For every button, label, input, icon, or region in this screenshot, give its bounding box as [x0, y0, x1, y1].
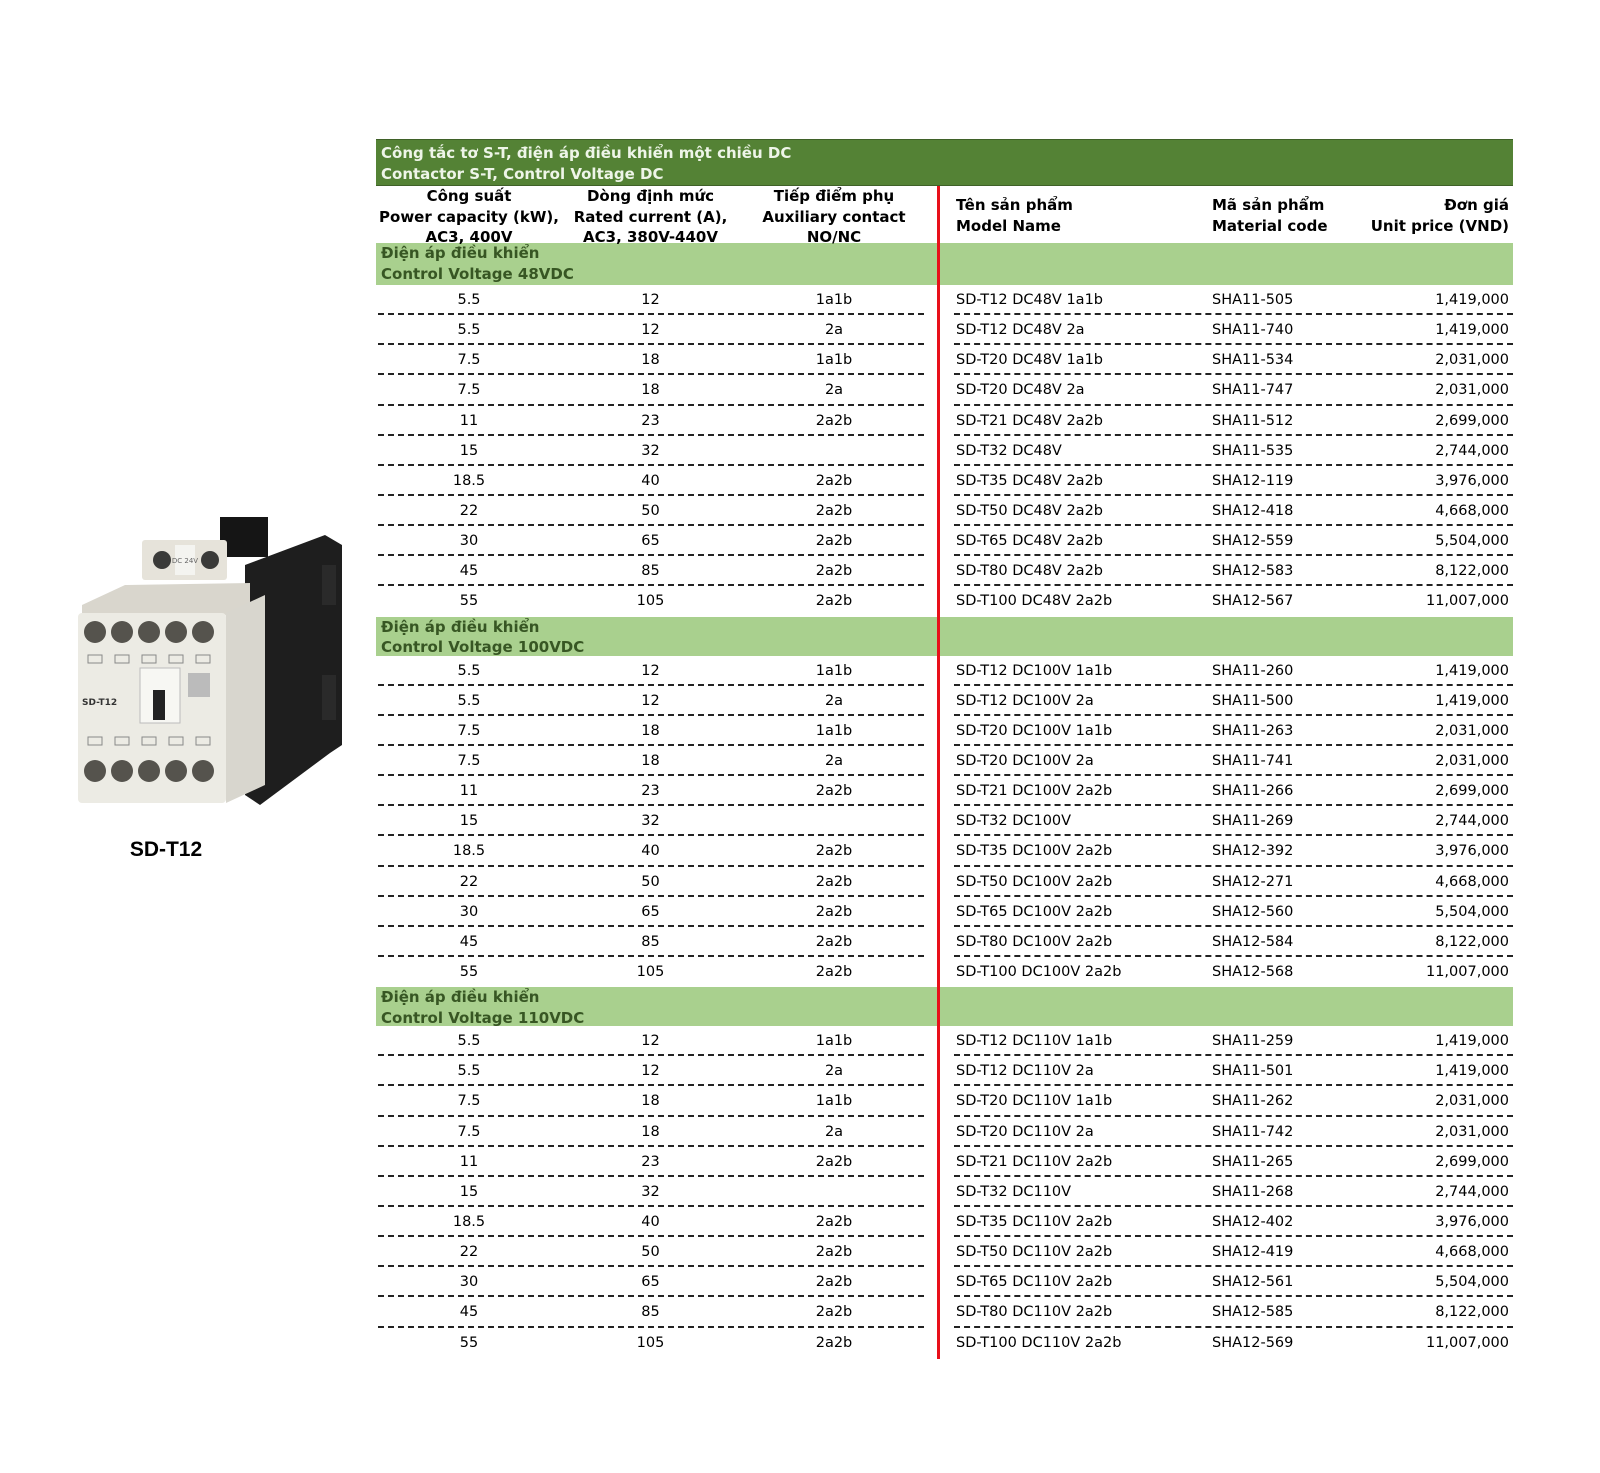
cell-power-capacity: 30 — [459, 1274, 479, 1291]
cell-material-code: SHA11-500 — [1212, 692, 1294, 709]
section-label-vi: Điện áp điều khiển — [381, 244, 540, 262]
table-row — [376, 1026, 1513, 1056]
cell-model-name: SD-T35 DC110V 2a2b — [956, 1213, 1113, 1230]
cell-material-code: SHA12-419 — [1212, 1244, 1294, 1261]
header-power-line2: Power capacity (kW), — [379, 207, 559, 226]
cell-material-code: SHA11-501 — [1212, 1063, 1294, 1080]
cell-material-code: SHA12-583 — [1212, 563, 1294, 580]
cell-unit-price: 2,031,000 — [1435, 752, 1509, 769]
cell-material-code: SHA12-418 — [1212, 502, 1294, 519]
cell-model-name: SD-T100 DC110V 2a2b — [956, 1334, 1122, 1351]
cell-model-name: SD-T50 DC110V 2a2b — [956, 1244, 1113, 1261]
cell-auxiliary-contact: 2a — [824, 1123, 844, 1140]
cell-power-capacity: 7.5 — [457, 722, 481, 739]
cell-unit-price: 1,419,000 — [1435, 1063, 1509, 1080]
cell-auxiliary-contact: 2a2b — [815, 903, 853, 920]
table-row — [376, 345, 1513, 375]
cell-unit-price: 2,031,000 — [1435, 722, 1509, 739]
cell-rated-current: 85 — [641, 933, 660, 950]
cell-model-name: SD-T50 DC100V 2a2b — [956, 873, 1113, 890]
cell-auxiliary-contact: 2a2b — [815, 1213, 853, 1230]
cell-auxiliary-contact: 2a — [824, 1063, 844, 1080]
cell-power-capacity: 7.5 — [457, 1123, 481, 1140]
section-header — [376, 243, 1513, 285]
table-row — [376, 1147, 1513, 1177]
cell-auxiliary-contact: 2a — [824, 322, 844, 339]
cell-rated-current: 18 — [641, 1123, 660, 1140]
svg-text:DC 24V: DC 24V — [171, 557, 199, 565]
cell-power-capacity: 15 — [459, 442, 479, 459]
header-material-code — [1212, 195, 1328, 236]
cell-model-name: SD-T20 DC110V 1a1b — [956, 1093, 1113, 1110]
cell-model-name: SD-T20 DC100V 2a — [956, 752, 1094, 769]
cell-model-name: SD-T20 DC48V 1a1b — [956, 352, 1103, 369]
cell-auxiliary-contact: 2a2b — [815, 1304, 853, 1321]
cell-material-code: SHA11-266 — [1212, 783, 1294, 800]
product-caption: SD-T12 — [129, 838, 203, 861]
table-row — [376, 526, 1513, 556]
cell-power-capacity: 22 — [459, 873, 479, 890]
cell-rated-current: 18 — [641, 1093, 660, 1110]
cell-unit-price: 1,419,000 — [1435, 692, 1509, 709]
cell-rated-current: 12 — [641, 1033, 660, 1050]
cell-material-code: SHA11-742 — [1212, 1123, 1294, 1140]
table-row — [376, 867, 1513, 897]
cell-rated-current: 18 — [641, 722, 660, 739]
cell-power-capacity: 7.5 — [457, 752, 481, 769]
cell-rated-current: 12 — [641, 292, 660, 308]
section-label-en: Control Voltage 100VDC — [381, 638, 585, 657]
table-row — [376, 1177, 1513, 1207]
cell-material-code: SHA11-268 — [1212, 1183, 1294, 1200]
header-model-name — [956, 195, 1073, 236]
cell-power-capacity: 30 — [459, 533, 479, 550]
table-row — [376, 1328, 1513, 1358]
cell-model-name: SD-T21 DC48V 2a2b — [956, 412, 1103, 429]
cell-rated-current: 12 — [641, 322, 660, 339]
table-row — [376, 836, 1513, 866]
cell-unit-price: 3,976,000 — [1435, 472, 1509, 489]
cell-rated-current: 12 — [641, 662, 660, 679]
cell-material-code: SHA12-585 — [1212, 1304, 1294, 1321]
cell-power-capacity: 45 — [459, 933, 479, 950]
section-header — [376, 617, 1513, 656]
cell-auxiliary-contact: 2a2b — [815, 533, 853, 550]
contactor-illustration — [60, 505, 360, 825]
cell-material-code: SHA11-535 — [1212, 442, 1294, 459]
table-row — [376, 927, 1513, 957]
cell-rated-current: 12 — [641, 692, 660, 709]
cell-unit-price: 4,668,000 — [1435, 502, 1509, 519]
cell-power-capacity: 15 — [459, 1183, 479, 1200]
cell-material-code: SHA12-584 — [1212, 933, 1294, 950]
cell-material-code: SHA11-260 — [1212, 662, 1294, 679]
cell-material-code: SHA12-559 — [1212, 533, 1294, 550]
cell-power-capacity: 22 — [459, 502, 479, 519]
cell-unit-price: 2,744,000 — [1435, 813, 1509, 830]
cell-model-name: SD-T12 DC48V 2a — [956, 322, 1085, 339]
cell-power-capacity: 15 — [459, 813, 479, 830]
table-row — [376, 556, 1513, 586]
cell-power-capacity: 5.5 — [457, 662, 481, 679]
cell-unit-price: 4,668,000 — [1435, 873, 1509, 890]
cell-auxiliary-contact: 1a1b — [815, 662, 853, 679]
cell-rated-current: 65 — [641, 903, 660, 920]
cell-rated-current: 40 — [641, 1213, 660, 1230]
cell-model-name: SD-T21 DC110V 2a2b — [956, 1153, 1113, 1170]
header-price-line2: Unit price (VND) — [1370, 216, 1509, 235]
cell-material-code: SHA11-259 — [1212, 1033, 1294, 1050]
cell-unit-price: 11,007,000 — [1425, 593, 1509, 610]
cell-power-capacity: 5.5 — [457, 1033, 481, 1050]
cell-auxiliary-contact: 2a2b — [815, 1244, 853, 1261]
cell-auxiliary-contact: 1a1b — [815, 352, 853, 369]
cell-rated-current: 32 — [641, 1183, 660, 1200]
table-row — [376, 315, 1513, 345]
cell-auxiliary-contact: 2a2b — [815, 412, 853, 429]
cell-material-code: SHA12-402 — [1212, 1213, 1294, 1230]
cell-material-code: SHA12-271 — [1212, 873, 1294, 890]
cell-model-name: SD-T20 DC48V 2a — [956, 382, 1085, 399]
cell-model-name: SD-T80 DC100V 2a2b — [956, 933, 1113, 950]
cell-auxiliary-contact: 2a2b — [815, 593, 853, 610]
cell-model-name: SD-T32 DC100V — [956, 813, 1072, 830]
header-power-line3: AC3, 400V — [425, 228, 513, 246]
cell-unit-price: 3,976,000 — [1435, 843, 1509, 860]
cell-material-code: SHA12-569 — [1212, 1334, 1294, 1351]
cell-model-name: SD-T65 DC110V 2a2b — [956, 1274, 1113, 1291]
cell-auxiliary-contact: 2a — [824, 692, 844, 709]
cell-auxiliary-contact: 2a — [824, 752, 844, 769]
table-row — [376, 1237, 1513, 1267]
cell-material-code: SHA11-741 — [1212, 752, 1294, 769]
cell-model-name: SD-T20 DC110V 2a — [956, 1123, 1094, 1140]
cell-model-name: SD-T100 DC100V 2a2b — [956, 963, 1122, 980]
cell-power-capacity: 7.5 — [457, 1093, 481, 1110]
cell-auxiliary-contact: 2a2b — [815, 843, 853, 860]
header-rated-current — [562, 186, 739, 248]
cell-unit-price: 8,122,000 — [1435, 1304, 1509, 1321]
table-row — [376, 375, 1513, 405]
cell-material-code: SHA12-567 — [1212, 593, 1294, 610]
cell-unit-price: 2,699,000 — [1435, 1153, 1509, 1170]
cell-model-name: SD-T12 DC110V 1a1b — [956, 1033, 1113, 1050]
cell-model-name: SD-T65 DC48V 2a2b — [956, 533, 1103, 550]
table-row — [376, 957, 1513, 987]
cell-model-name: SD-T50 DC48V 2a2b — [956, 502, 1103, 519]
table-row — [376, 897, 1513, 927]
table-row — [376, 285, 1513, 315]
cell-power-capacity: 45 — [459, 563, 479, 580]
cell-power-capacity: 18.5 — [452, 1213, 486, 1230]
section-header — [376, 987, 1513, 1026]
cell-material-code: SHA11-505 — [1212, 292, 1294, 308]
section-label-en: Control Voltage 110VDC — [381, 1008, 585, 1027]
table-title-band — [376, 139, 1513, 186]
cell-unit-price: 2,031,000 — [1435, 1123, 1509, 1140]
cell-model-name: SD-T65 DC100V 2a2b — [956, 903, 1113, 920]
cell-rated-current: 50 — [641, 873, 660, 890]
cell-auxiliary-contact: 1a1b — [815, 1093, 853, 1110]
cell-auxiliary-contact: 2a2b — [815, 563, 853, 580]
cell-material-code: SHA11-747 — [1212, 382, 1294, 399]
cell-auxiliary-contact: 2a2b — [815, 933, 853, 950]
cell-auxiliary-contact: 2a — [824, 382, 844, 399]
cell-rated-current: 50 — [641, 1244, 660, 1261]
table-title-vi: Công tắc tơ S-T, điện áp điều khiển một chiều DC — [381, 144, 792, 162]
cell-rated-current: 18 — [641, 752, 660, 769]
cell-model-name: SD-T35 DC100V 2a2b — [956, 843, 1113, 860]
cell-rated-current: 40 — [641, 472, 660, 489]
cell-auxiliary-contact: 2a2b — [815, 783, 853, 800]
cell-power-capacity: 18.5 — [452, 843, 486, 860]
header-aux-line3: NO/NC — [806, 228, 862, 246]
cell-model-name: SD-T35 DC48V 2a2b — [956, 472, 1103, 489]
cell-model-name: SD-T12 DC48V 1a1b — [956, 292, 1103, 308]
cell-auxiliary-contact: 1a1b — [815, 292, 853, 308]
cell-model-name: SD-T32 DC48V — [956, 442, 1062, 459]
cell-power-capacity: 5.5 — [457, 322, 481, 339]
cell-unit-price: 2,031,000 — [1435, 1093, 1509, 1110]
table-row — [376, 656, 1513, 686]
table-row — [376, 406, 1513, 436]
table-row — [376, 806, 1513, 836]
cell-unit-price: 3,976,000 — [1435, 1213, 1509, 1230]
cell-rated-current: 85 — [641, 563, 660, 580]
cell-unit-price: 2,699,000 — [1435, 783, 1509, 800]
cell-model-name: SD-T12 DC100V 2a — [956, 692, 1094, 709]
cell-power-capacity: 22 — [459, 1244, 479, 1261]
cell-auxiliary-contact: 2a2b — [815, 1334, 853, 1351]
cell-unit-price: 8,122,000 — [1435, 563, 1509, 580]
header-power-capacity — [376, 186, 562, 248]
cell-power-capacity: 55 — [459, 963, 479, 980]
table-row — [376, 1297, 1513, 1327]
table-row — [376, 746, 1513, 776]
cell-power-capacity: 55 — [459, 593, 479, 610]
cell-unit-price: 2,031,000 — [1435, 352, 1509, 369]
cell-power-capacity: 11 — [459, 412, 479, 429]
cell-power-capacity: 55 — [459, 1334, 479, 1351]
table-row — [376, 716, 1513, 746]
table-row — [376, 1267, 1513, 1297]
cell-rated-current: 105 — [636, 963, 665, 980]
cell-auxiliary-contact: 2a2b — [815, 873, 853, 890]
header-current-line2: Rated current (A), — [573, 207, 728, 226]
table-row — [376, 436, 1513, 466]
cell-unit-price: 5,504,000 — [1435, 533, 1509, 550]
cell-auxiliary-contact: 1a1b — [815, 1033, 853, 1050]
cell-power-capacity: 5.5 — [457, 292, 481, 308]
cell-unit-price: 1,419,000 — [1435, 1033, 1509, 1050]
cell-model-name: SD-T20 DC100V 1a1b — [956, 722, 1113, 739]
cell-unit-price: 2,699,000 — [1435, 412, 1509, 429]
header-code-line1: Mã sản phẩm — [1212, 196, 1325, 214]
header-model-line1: Tên sản phẩm — [956, 196, 1073, 214]
header-auxiliary-contact — [739, 186, 929, 248]
cell-unit-price: 4,668,000 — [1435, 1244, 1509, 1261]
cell-rated-current: 23 — [641, 783, 660, 800]
cell-power-capacity: 45 — [459, 1304, 479, 1321]
table-row — [376, 1056, 1513, 1086]
product-image — [60, 505, 360, 825]
table-title-en: Contactor S-T, Control Voltage DC — [381, 164, 664, 183]
column-header-row — [376, 186, 1513, 246]
cell-material-code: SHA11-512 — [1212, 412, 1294, 429]
header-code-line2: Material code — [1212, 216, 1328, 235]
cell-rated-current: 32 — [641, 442, 660, 459]
cell-power-capacity: 11 — [459, 1153, 479, 1170]
cell-unit-price: 5,504,000 — [1435, 1274, 1509, 1291]
cell-auxiliary-contact: 2a2b — [815, 963, 853, 980]
cell-unit-price: 11,007,000 — [1425, 963, 1509, 980]
cell-power-capacity: 7.5 — [457, 352, 481, 369]
cell-rated-current: 65 — [641, 1274, 660, 1291]
cell-unit-price: 1,419,000 — [1435, 292, 1509, 308]
cell-auxiliary-contact: 2a2b — [815, 1274, 853, 1291]
cell-power-capacity: 30 — [459, 903, 479, 920]
header-current-line3: AC3, 380V-440V — [583, 228, 718, 246]
cell-material-code: SHA11-269 — [1212, 813, 1294, 830]
cell-rated-current: 105 — [636, 1334, 665, 1351]
header-model-line2: Model Name — [956, 216, 1061, 235]
table-row — [376, 1117, 1513, 1147]
cell-unit-price: 2,031,000 — [1435, 382, 1509, 399]
cell-material-code: SHA11-265 — [1212, 1153, 1294, 1170]
cell-unit-price: 1,419,000 — [1435, 662, 1509, 679]
price-table — [376, 139, 1513, 1358]
cell-material-code: SHA11-740 — [1212, 322, 1294, 339]
cell-unit-price: 2,744,000 — [1435, 442, 1509, 459]
cell-model-name: SD-T12 DC110V 2a — [956, 1063, 1094, 1080]
table-row — [376, 776, 1513, 806]
cell-material-code: SHA12-119 — [1212, 472, 1294, 489]
cell-unit-price: 1,419,000 — [1435, 322, 1509, 339]
cell-rated-current: 18 — [641, 382, 660, 399]
cell-auxiliary-contact: 1a1b — [815, 722, 853, 739]
cell-model-name: SD-T100 DC48V 2a2b — [956, 593, 1113, 610]
cell-model-name: SD-T80 DC110V 2a2b — [956, 1304, 1113, 1321]
section-label-vi: Điện áp điều khiển — [381, 617, 540, 636]
header-power-line1: Công suất — [426, 187, 512, 205]
cell-rated-current: 50 — [641, 502, 660, 519]
section-label-vi: Điện áp điều khiển — [381, 988, 540, 1007]
table-row — [376, 1086, 1513, 1116]
cell-rated-current: 18 — [641, 352, 660, 369]
cell-material-code: SHA12-568 — [1212, 963, 1294, 980]
cell-material-code: SHA11-262 — [1212, 1093, 1294, 1110]
cell-power-capacity: 7.5 — [457, 382, 481, 399]
cell-power-capacity: 5.5 — [457, 692, 481, 709]
table-row — [376, 466, 1513, 496]
cell-material-code: SHA11-534 — [1212, 352, 1294, 369]
cell-auxiliary-contact: 2a2b — [815, 1153, 853, 1170]
cell-model-name: SD-T12 DC100V 1a1b — [956, 662, 1113, 679]
table-row — [376, 496, 1513, 526]
cell-unit-price: 11,007,000 — [1425, 1334, 1509, 1351]
cell-rated-current: 40 — [641, 843, 660, 860]
cell-material-code: SHA11-263 — [1212, 722, 1294, 739]
cell-rated-current: 105 — [636, 593, 665, 610]
cell-model-name: SD-T80 DC48V 2a2b — [956, 563, 1103, 580]
cell-model-name: SD-T21 DC100V 2a2b — [956, 783, 1113, 800]
cell-power-capacity: 11 — [459, 783, 479, 800]
cell-rated-current: 65 — [641, 533, 660, 550]
table-sections — [376, 243, 1513, 1358]
cell-model-name: SD-T32 DC110V — [956, 1183, 1072, 1200]
cell-unit-price: 8,122,000 — [1435, 933, 1509, 950]
cell-unit-price: 5,504,000 — [1435, 903, 1509, 920]
cell-power-capacity: 18.5 — [452, 472, 486, 489]
cell-auxiliary-contact: 2a2b — [815, 502, 853, 519]
cell-rated-current: 23 — [641, 1153, 660, 1170]
cell-rated-current: 32 — [641, 813, 660, 830]
cell-material-code: SHA12-392 — [1212, 843, 1294, 860]
header-price-line1: Đơn giá — [1444, 196, 1509, 214]
cell-power-capacity: 5.5 — [457, 1063, 481, 1080]
section-label-en: Control Voltage 48VDC — [381, 264, 574, 283]
cell-material-code: SHA12-560 — [1212, 903, 1294, 920]
header-aux-line2: Auxiliary contact — [762, 207, 906, 226]
column-divider — [937, 186, 940, 1359]
cell-rated-current: 12 — [641, 1063, 660, 1080]
header-unit-price — [1371, 195, 1509, 236]
header-current-line1: Dòng định mức — [586, 187, 715, 205]
table-row — [376, 1207, 1513, 1237]
cell-rated-current: 85 — [641, 1304, 660, 1321]
svg-text:SD-T12: SD-T12 — [82, 698, 118, 708]
cell-unit-price: 2,744,000 — [1435, 1183, 1509, 1200]
table-row — [376, 586, 1513, 616]
header-aux-line1: Tiếp điểm phụ — [773, 187, 895, 205]
cell-material-code: SHA12-561 — [1212, 1274, 1294, 1291]
cell-rated-current: 23 — [641, 412, 660, 429]
table-row — [376, 686, 1513, 716]
cell-auxiliary-contact: 2a2b — [815, 472, 853, 489]
